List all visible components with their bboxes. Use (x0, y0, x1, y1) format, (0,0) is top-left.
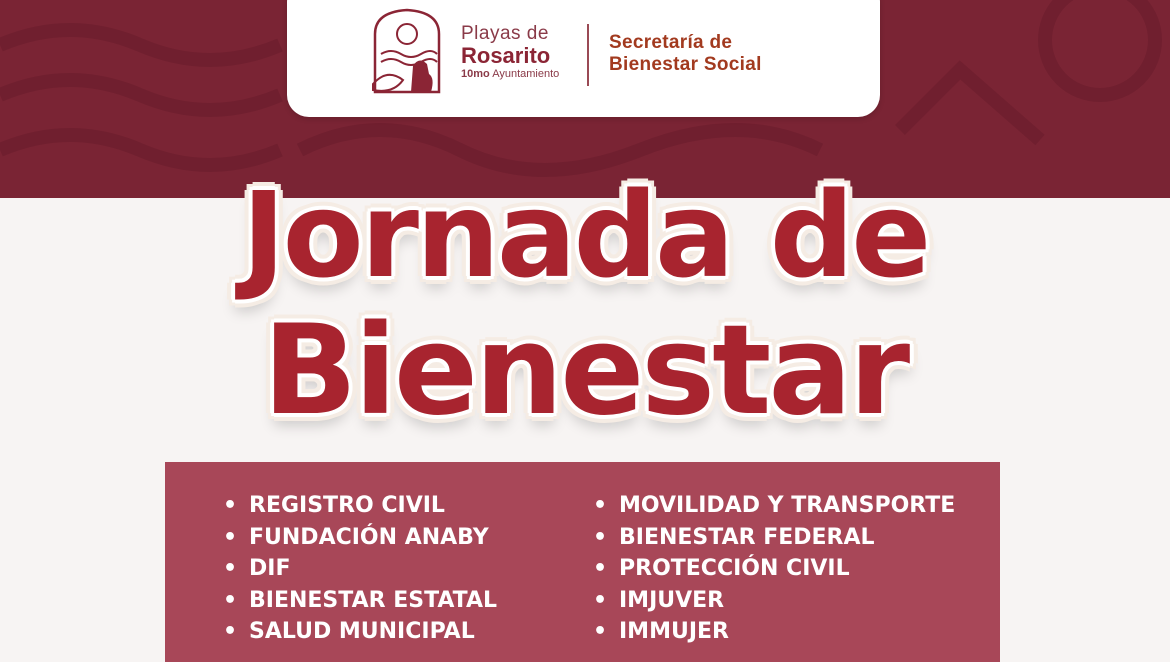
rosarito-seal-logo (367, 4, 447, 100)
title-line2: Bienestar (262, 299, 908, 443)
service-item: • IMJUVER (593, 585, 955, 617)
service-item: • REGISTRO CIVIL (223, 490, 497, 522)
municipality-line3 (461, 69, 559, 80)
service-item: • SALUD MUNICIPAL (223, 616, 497, 648)
title-line1: Jornada de (241, 166, 929, 304)
department-line1: Secretaría de (609, 32, 733, 53)
ayuntamiento-number: 10mo (461, 68, 490, 80)
services-right-list (593, 490, 955, 648)
municipality-line1: Playas de (461, 23, 549, 44)
service-item: • FUNDACIÓN ANABY (223, 522, 497, 554)
municipality-logo-text (461, 24, 559, 80)
service-item: • BIENESTAR FEDERAL (593, 522, 955, 554)
ayuntamiento-label: Ayuntamiento (489, 68, 560, 80)
services-panel (165, 462, 1000, 662)
municipality-line2: Rosarito (461, 43, 551, 68)
service-item: • IMMUJER (593, 616, 955, 648)
logo-card (287, 0, 880, 117)
services-left-list (223, 490, 497, 648)
service-item: • BIENESTAR ESTATAL (223, 585, 497, 617)
department-name (609, 32, 762, 76)
service-item: • PROTECCIÓN CIVIL (593, 553, 955, 585)
department-line2: Bienestar Social (609, 54, 762, 75)
logo-divider (587, 24, 589, 86)
service-item: • DIF (223, 553, 497, 585)
service-item: • MOVILIDAD Y TRANSPORTE (593, 490, 955, 522)
